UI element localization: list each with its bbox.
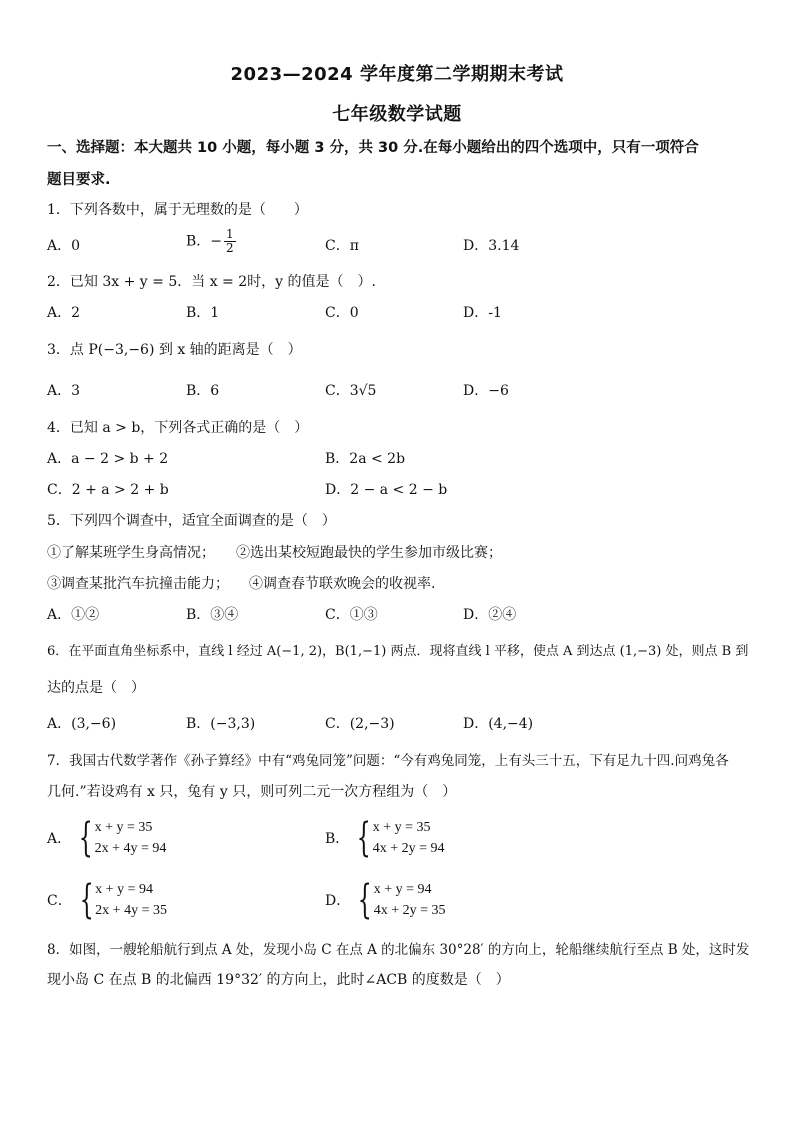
q1-option-b-prefix: B．− — [186, 233, 223, 250]
q3-option-b: B．6 — [186, 383, 220, 399]
q5-item-4: ④调查春节联欢晚会的收视率. — [249, 576, 436, 592]
question-7-stem-line1: 7．我国古代数学著作《孙子算经》中有“鸡兔同笼”问题：“今有鸡兔同笼，上有头三十五，下有足九十四.问鸡兔各 — [47, 753, 729, 769]
left-brace-icon: { — [79, 877, 94, 923]
q1-option-d: D．3.14 — [463, 238, 520, 254]
section-heading-line1: 一、选择题：本大题共 10 小题，每小题 3 分，共 30 分.在每小题给出的四个选项中，只有一项符合 — [47, 140, 699, 156]
q5-option-a: A．①② — [47, 607, 100, 623]
equation-system — [373, 817, 445, 859]
q5-option-b: B．③④ — [186, 607, 239, 623]
equation: 4x + 2y = 35 — [373, 903, 446, 918]
section-heading-line2: 题目要求. — [47, 172, 111, 188]
q5-item-1: ①了解某班学生身高情况； — [47, 545, 215, 561]
question-1-stem: 1．下列各数中，属于无理数的是（ ） — [47, 202, 308, 218]
q2-option-b: B．1 — [186, 305, 220, 321]
equation: 2x + 4y = 35 — [95, 903, 167, 918]
question-2-stem: 2．已知 3x + y = 5．当 x = 2时，y 的值是（ ）. — [47, 274, 376, 290]
option-label: B． — [325, 831, 350, 847]
q4-option-a: A．a − 2 > b + 2 — [47, 451, 169, 467]
question-3-stem: 3．点 P(−3,−6) 到 x 轴的距离是（ ） — [47, 342, 302, 358]
option-label: C． — [47, 893, 72, 909]
equation: 4x + 2y = 94 — [372, 841, 445, 856]
question-8-stem-line1: 8．如图，一艘轮船航行到点 A 处，发现小岛 C 在点 A 的北偏东 30°28′ 的方向上，轮船继续航行至点 B 处，这时发 — [47, 942, 750, 958]
equation-system — [95, 879, 167, 921]
question-8-stem-line2: 现小岛 C 在点 B 的北偏西 19°32′ 的方向上，此时∠ACB 的度数是（ ） — [47, 972, 510, 988]
fraction-numerator: 1 — [226, 227, 234, 241]
left-brace-icon: { — [78, 815, 93, 861]
q7-option-a — [47, 817, 166, 859]
q7-option-d — [325, 879, 445, 921]
q1-option-a: A．0 — [47, 238, 81, 254]
question-6-stem-line2: 达的点是（ ） — [47, 680, 145, 696]
q6-option-b: B．(−3,3) — [186, 716, 256, 732]
q3-option-d: D．−6 — [463, 383, 509, 399]
q6-option-a: A．(3,−6) — [47, 716, 117, 732]
q3-option-a: A．3 — [47, 383, 81, 399]
q4-option-c: C．2 + a > 2 + b — [47, 482, 169, 498]
option-label: D． — [325, 893, 351, 909]
option-label: A． — [47, 831, 72, 847]
question-5-stem: 5．下列四个调查中，适宜全面调查的是（ ） — [47, 513, 336, 529]
equation: 2x + 4y = 94 — [94, 841, 167, 856]
q5-item-2: ②选出某校短跑最快的学生参加市级比赛； — [236, 545, 502, 561]
equation: x + y = 35 — [372, 820, 431, 835]
equation-system — [374, 879, 446, 921]
q7-option-c — [47, 879, 167, 921]
q2-option-d: D．-1 — [463, 305, 502, 321]
q2-option-a: A．2 — [47, 305, 81, 321]
q1-option-b — [186, 228, 238, 255]
q2-option-c: C．0 — [325, 305, 359, 321]
q3-option-c: C．3√5 — [325, 383, 377, 399]
equation: x + y = 94 — [373, 882, 432, 897]
left-brace-icon: { — [357, 877, 372, 923]
q6-option-d: D．(4,−4) — [463, 716, 534, 732]
left-brace-icon: { — [357, 815, 372, 861]
question-4-stem: 4．已知 a > b，下列各式正确的是（ ） — [47, 420, 309, 436]
exam-subtitle: 七年级数学试题 — [332, 104, 462, 125]
q5-option-d: D．②④ — [463, 607, 517, 623]
q6-option-c: C．(2,−3) — [325, 716, 395, 732]
q4-option-b: B．2a < 2b — [325, 451, 406, 467]
equation: x + y = 94 — [95, 882, 153, 897]
q7-option-b — [325, 817, 445, 859]
fraction-denominator: 2 — [226, 241, 234, 255]
equation-system — [95, 817, 167, 859]
q4-option-d: D．2 − a < 2 − b — [325, 482, 448, 498]
q5-item-3: ③调查某批汽车抗撞击能力； — [47, 576, 229, 592]
q5-option-c: C．①③ — [325, 607, 378, 623]
equation: x + y = 35 — [94, 820, 153, 835]
exam-title: 2023—2024 学年度第二学期期末考试 — [230, 64, 564, 85]
question-6-stem-line1: 6．在平面直角坐标系中，直线 l 经过 A(−1, 2)，B(1,−1) 两点．现将直线 l 平移，使点 A 到达点 (1,−3) 处，则点 B 到 — [47, 644, 749, 659]
question-7-stem-line2: 几何.”若设鸡有 x 只，兔有 y 只，则可列二元一次方程组为（ ） — [47, 784, 457, 800]
q1-option-c: C．π — [325, 238, 359, 254]
fraction — [224, 228, 236, 255]
